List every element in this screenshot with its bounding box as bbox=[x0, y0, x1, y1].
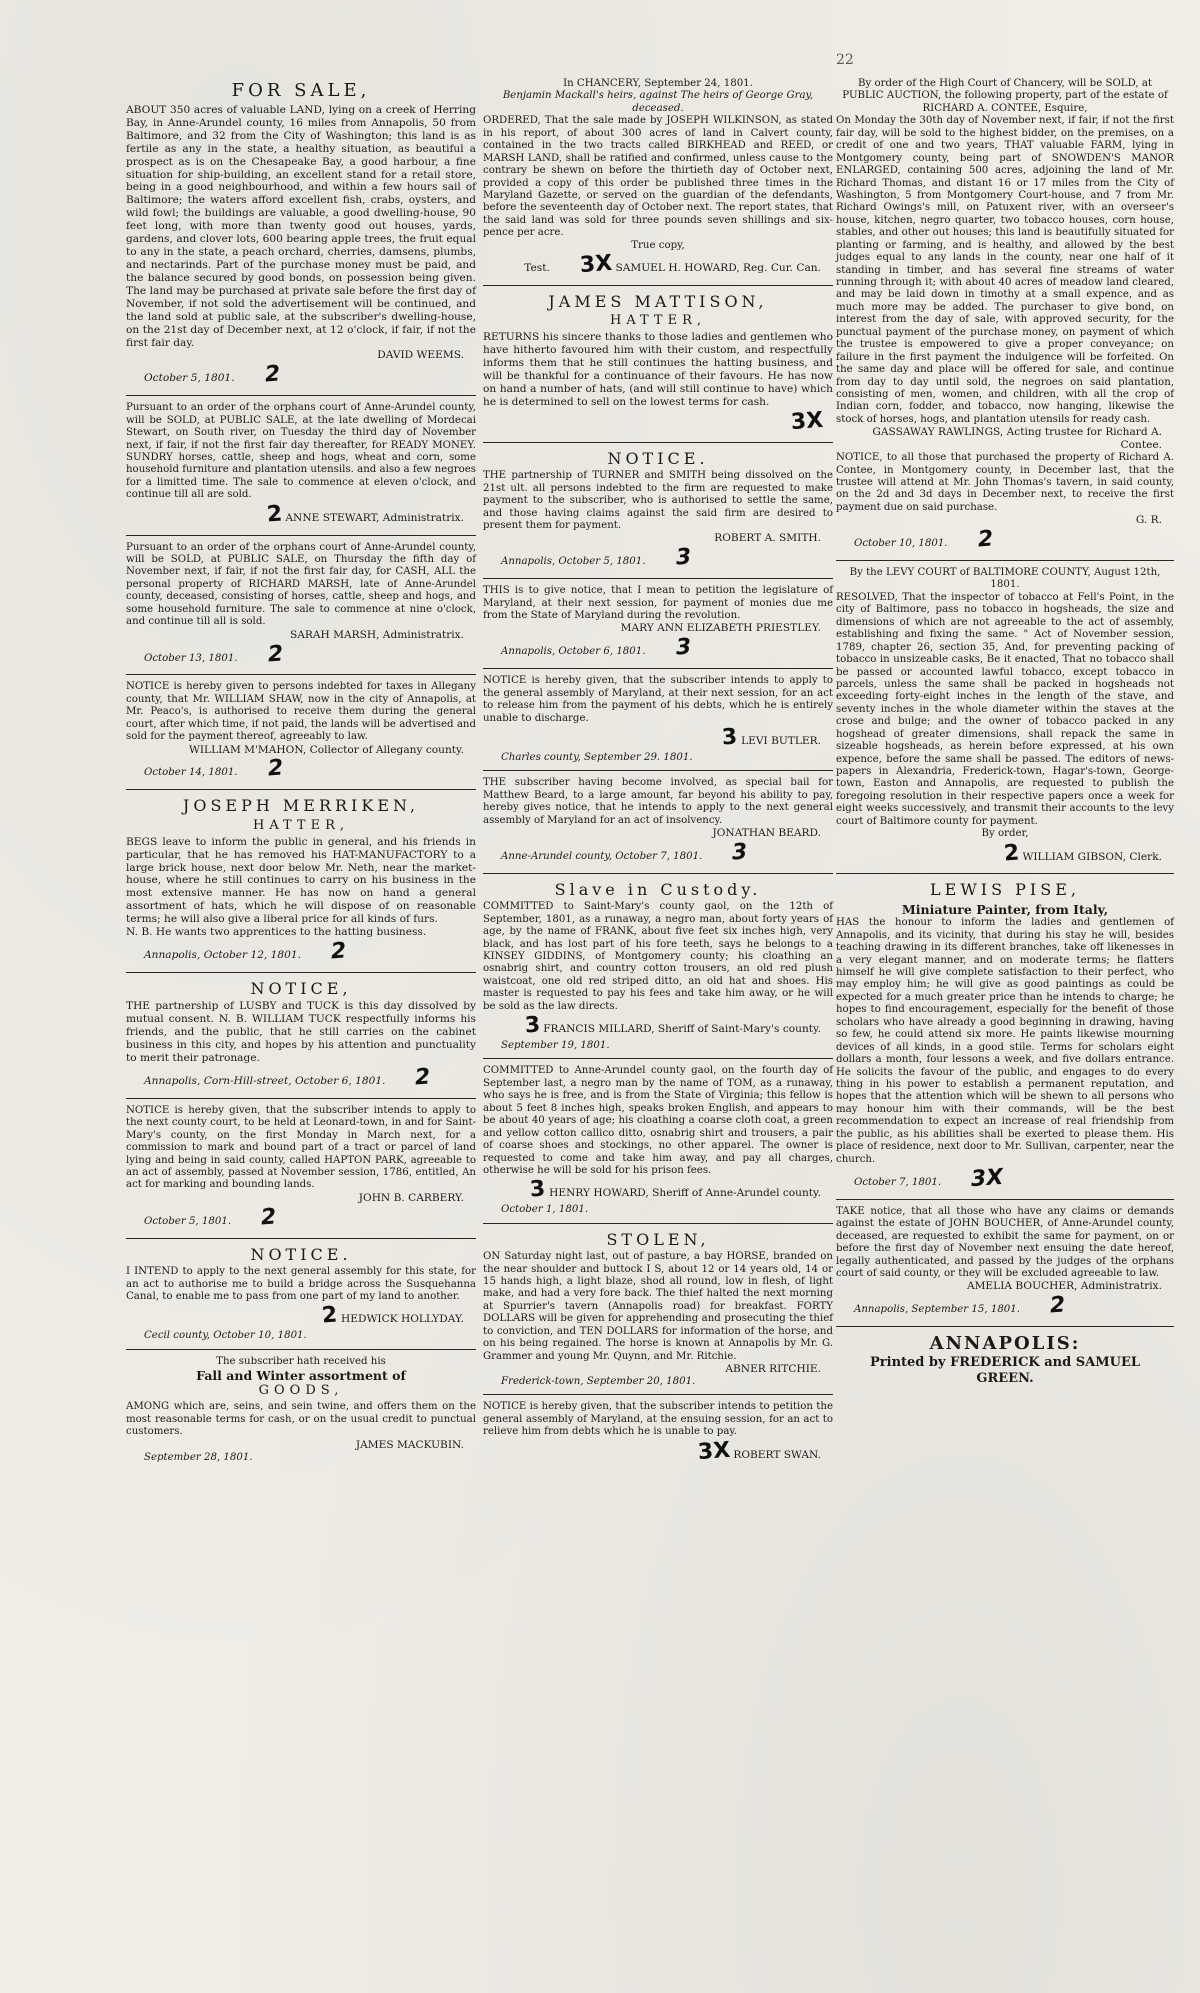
ad-chancery bbox=[483, 78, 833, 286]
ad-notice: NOTICE, to all those that purchased the property of Richard A. Contee, in Montgomery county, in December last, that the trustee will attend at Mr. John Thomas's tavern, in said county, on the 2d and 3d days in December next, to receive the first payment due on said purchase. bbox=[836, 452, 1174, 513]
ad-signature: AMELIA BOUCHER, Administratrix. bbox=[966, 1280, 1162, 1293]
ad-body: THE partnership of TURNER and SMITH being dissolved on the 21st ult. all persons indebted to the firm are requested to make payment to the subscriber, who is authorised to settle the same, and those having claims against the said firm are desired to present them for payment. bbox=[483, 470, 833, 531]
ad-body: ABOUT 350 acres of valuable LAND, lying on a creek of Herring Bay, in Anne-Arundel county, 16 miles from Annapolis, 50 from Baltimore, and 32 from the City of Washington; this land is as fertile as any in the state, a healthy situation, as beautiful a prospect as is on the Chesapeake Bay, a good harbour, a fine situation for ship-building, an excellent stand for a retail store, being in a good neighbourhood, and within a few hours sail of Baltimore; the waters afford excellent fish, crabs, oysters, and wild fowl; the buildings are valuable, a good dwelling-house, 90 feet long, with more than twenty good out houses, yards, gardens, and clover lots, 600 bearing apple trees, the fruit equal to any in the state, a peach orchard, cherries, damsens, plumbs, and nectarinds. Part of the purchase money must be paid, and the balance secured by good bonds, on possession being given. The land may be purchased at private sale before the first day of November, if not sold the advertisement will be continued, and the land sold at public sale, at the subscriber's dwelling-house, on the 21st day of December next, at 12 o'clock, if fair, if not the first fair day. bbox=[126, 103, 476, 349]
ad-date: Charles county, September 29. 1801. bbox=[501, 751, 693, 763]
handwritten-mark: 3X bbox=[578, 251, 613, 279]
handwritten-mark: 2 bbox=[263, 361, 281, 388]
ad-date: Annapolis, Corn-Hill-street, October 6, 1801. 2 bbox=[144, 1064, 432, 1091]
ad-body: THE subscriber having become involved, as special bail for Matthew Beard, to a large amount, far beyond his ability to pay, hereby gives notice, that he intends to apply to the next general assembly of Maryland for an act of insolvency. bbox=[483, 777, 833, 826]
handwritten-mark: 3X bbox=[696, 1437, 731, 1465]
ad-heading: In CHANCERY, September 24, 1801. bbox=[563, 78, 753, 89]
ad-heading: NOTICE. bbox=[607, 448, 709, 468]
ad-subheading: HATTER, bbox=[252, 817, 349, 833]
ad-marsh-sale bbox=[126, 542, 476, 676]
ad-heading: Slave in Custody. bbox=[554, 879, 762, 899]
ad-date: Annapolis, October 6, 1801. 3 bbox=[501, 634, 692, 661]
ad-levi-butler bbox=[483, 675, 833, 771]
handwritten-mark: 2 bbox=[330, 938, 348, 965]
ad-body: HAS the honour to inform the ladies and gentlemen of Annapolis, and its vicinity, that during his stay he will, besides teaching drawing in its different branches, take off likenesses in a very elegant manner, and on moderate terms; he flatters himself he will give complete satisfaction to their perfect, who may employ him; he will give as good paintings as could be expected for a much greater price than he intends to charge; he hopes to find encouragement, especially for the benefit of those scholars who have already a good beginning in drawing, having so few, he could attend six more. He paints likewise mourning devices of all kinds, in a good stile. Terms for scholars eight dollars a month, four lessons a week, and five dollars entrance. He solicits the favour of the public, and engages to do every thing in his power to establish a permanent reputation, and hopes that the attention which will be shewn to all persons who may honour him with their commands, will be the best recommendation to expect an increase of real friendship from the public, as his abilities shall be exerted to please them. His place of residence, next door to Mr. Sullivan, carpenter, near the church. bbox=[836, 917, 1174, 1165]
handwritten-mark: 3 bbox=[529, 1176, 547, 1203]
ad-signature: 2 WILLIAM GIBSON, Clerk. bbox=[1002, 840, 1162, 867]
ad-date: October 7, 1801. 3X bbox=[854, 1164, 1005, 1193]
ad-heading: JOSEPH MERRIKEN, bbox=[182, 796, 420, 816]
ad-body: RESOLVED, That the inspector of tobacco at Fell's Point, in the city of Baltimore, pass no tobacco in hogsheads, the size and dimensions of which are not agreeable to the act of assembly, establishing and fixing the same. " Act of November session, 1789, chapter 26, section 35, And, for preventing packing of tobacco in unsizeable casks, Be it enacted, That no tobacco shall be passed or accounted lawful tobacco, except tobacco in parcels, unless the same shall be packed in hogsheads not exceeding forty-eight inches in the length of the stave, and seventy inches in the whole diameter within the staves at the crose and bulge; and the owner of tobacco packed in any hogshead of greater dimensions, shall repack the same in sizeable hogsheads, as herein before expressed, at his own expence, before the same shall be passed. The editors of news-papers in Alexandria, Frederick-town, Hagar's-town, George-town, Easton and Annapolis, are requested to publish the foregoing resolution in their respective papers once a week for eight weeks successively, and transmit their accounts to the levy court of Baltimore county for payment. bbox=[836, 591, 1174, 827]
ad-date: September 19, 1801. bbox=[501, 1040, 610, 1051]
handwritten-mark: 2 bbox=[266, 641, 284, 668]
ad-body: COMMITTED to Anne-Arundel county gaol, on the fourth day of September last, a negro man by the name of TOM, as a runaway, who says he is free, and is from the State of Virginia; this fellow is about 5 feet 8 inches high, speaks broken English, and appears to be about 40 years of age; his cloathing a coarse cloth coat, a green and yellow cotton callico ditto, osnabrig shirt and trousers, a pair of coarse shoes and stockings, no other apparel. The owner is requested to come and take him away, and pay all charges, otherwise he will be sold for his prison fees. bbox=[483, 1065, 833, 1176]
ad-notice-signature: G. R. bbox=[1135, 514, 1162, 527]
ad-note: N. B. He wants two apprentices to the hatting business. bbox=[126, 926, 427, 939]
ad-intro: By the LEVY COURT of BALTIMORE COUNTY, August 12th, 1801. bbox=[849, 567, 1161, 591]
ad-hollyday bbox=[126, 1245, 476, 1350]
handwritten-mark: 3X bbox=[970, 1164, 1005, 1193]
ad-heading: NOTICE. bbox=[250, 1244, 352, 1264]
ad-body: NOTICE is hereby given, that the subscriber intends to apply to the next county court, to be held at Leonard-town, in and for Saint-Mary's county, on the first Monday in March next, for a commission to mark and bound part of a tract or parcel of land lying and being in said county, called HAPTON PARK, agreeable to an act of assembly, passed at November session, 1786, entitled, An act for marking and bounding lands. bbox=[126, 1104, 476, 1191]
ad-signature: 3X ROBERT SWAN. bbox=[696, 1437, 821, 1465]
handwritten-mark: 2 bbox=[976, 526, 994, 553]
ad-signature: 2 HEDWICK HOLLYDAY. bbox=[321, 1302, 464, 1329]
ad-body: TAKE notice, that all those who have any claims or demands against the estate of JOHN BOUCHER, of Anne-Arundel county, deceased, are requested to exhibit the same for payment, on or before the first day of November next ensuing the date hereof, legally authenticated, and passed by the judges of the orphans court of said county, or they will be excluded agreeable to law. bbox=[836, 1205, 1174, 1280]
handwritten-mark: 3 bbox=[731, 839, 749, 866]
ad-date: Anne-Arundel county, October 7, 1801. 3 bbox=[501, 839, 749, 866]
ad-signature: SARAH MARSH, Administratrix. bbox=[289, 628, 464, 641]
column-3 bbox=[836, 78, 1174, 1387]
handwritten-mark: 3 bbox=[674, 634, 692, 661]
ad-body: THE partnership of LUSBY and TUCK is this day dissolved by mutual consent. N. B. WILLIAM TUCK respectfully informs his friends, and the public, that he still carries on the cabinet business in this city, and hopes by his attention and punctuality to merit their patronage. bbox=[126, 1000, 476, 1065]
ad-heading: STOLEN, bbox=[606, 1229, 710, 1249]
handwritten-mark: 2 bbox=[265, 501, 283, 528]
ad-signature: 2 ANNE STEWART, Administratrix. bbox=[265, 501, 464, 528]
ad-subheading: GOODS, bbox=[258, 1383, 344, 1399]
ad-carbery bbox=[126, 1105, 476, 1239]
ad-intro: The subscriber hath received his bbox=[216, 1355, 386, 1367]
ad-body: RETURNS his sincere thanks to those ladies and gentlemen who have hitherto favoured him with their custom, and respectfully informs them that he still continues the hatting business, and will be thankful for a continuance of their favours. He has now on hand a number of hats, (and will still continue to have) which he is determined to sell on the lowest terms for cash. bbox=[483, 331, 833, 408]
handwritten-mark: 3 bbox=[721, 724, 739, 751]
ad-signature: ROBERT A. SMITH. bbox=[714, 532, 821, 545]
ad-heading: FOR SALE, bbox=[231, 80, 371, 101]
ad-committed-tom bbox=[483, 1065, 833, 1223]
ad-signature: DAVID WEEMS. bbox=[377, 349, 464, 362]
imprint-printer-name: GREEN. bbox=[976, 1371, 1034, 1387]
ad-chancery-auction bbox=[836, 78, 1174, 561]
ad-signature: WILLIAM M'MAHON, Collector of Allegany county. bbox=[188, 743, 464, 756]
ad-jonathan-beard bbox=[483, 777, 833, 874]
ad-body: THIS is to give notice, that I mean to petition the legislature of Maryland, at their next session, for payment of monies due me from the State of Maryland during the revolution. bbox=[483, 585, 833, 622]
handwritten-mark: 2 bbox=[260, 1204, 278, 1231]
ad-signature: Test. 3X SAMUEL H. HOWARD, Reg. Cur. Can. bbox=[524, 251, 821, 279]
ad-body: I INTEND to apply to the next general assembly for this state, for an act to authorise me to build a bridge across the Susquehanna Canal, to enable me to pass from one part of my land to another. bbox=[126, 1266, 476, 1303]
imprint bbox=[836, 1333, 1174, 1387]
ad-body: BEGS leave to inform the public in general, and his friends in particular, that he has removed his HAT-MANUFACTORY to a large brick house, next door below Mr. Neth, near the market-house, where he still continues to carry on his business in the most extensive manner. He has now on hand a general assortment of hats, which he will dispose of on reasonable terms; he will also give a liberal price for all kinds of furs. bbox=[126, 835, 476, 926]
handwritten-mark: 2 bbox=[321, 1302, 339, 1329]
ad-date: October 5, 1801. 2 bbox=[144, 1204, 278, 1231]
column-2 bbox=[483, 78, 833, 1478]
imprint-title: ANNAPOLIS: bbox=[929, 1333, 1081, 1355]
ad-date: Annapolis, September 15, 1801. 2 bbox=[854, 1292, 1067, 1319]
ad-byorder: By order, bbox=[981, 828, 1029, 840]
ad-date: Frederick-town, September 20, 1801. bbox=[501, 1376, 696, 1388]
ad-stewart-sale bbox=[126, 402, 476, 535]
ad-date: Annapolis, October 5, 1801. 3 bbox=[501, 544, 692, 571]
ad-date: Annapolis, October 12, 1801. 2 bbox=[144, 938, 348, 965]
handwritten-mark: 3X bbox=[789, 407, 824, 435]
ad-date: October 13, 1801. 2 bbox=[144, 641, 284, 668]
ad-robert-swan bbox=[483, 1401, 833, 1471]
ad-heading: LEWIS PISE, bbox=[930, 880, 1080, 900]
ad-body: NOTICE is hereby given, that the subscriber intends to apply to the general assembly of Maryland, at their next session, for an act to release him from the payment of his debts, which he is entirely unable to discharge. bbox=[483, 675, 833, 724]
ad-date: October 14, 1801. 2 bbox=[144, 755, 284, 782]
ad-subheading: HATTER, bbox=[609, 313, 706, 329]
handwritten-mark: 2 bbox=[414, 1064, 432, 1091]
ad-signature: JAMES MACKUBIN. bbox=[355, 1438, 464, 1451]
handwritten-mark: 2 bbox=[1049, 1292, 1067, 1319]
ad-joseph-merriken bbox=[126, 796, 476, 973]
ad-signature: 3 HENRY HOWARD, Sheriff of Anne-Arundel county. bbox=[529, 1176, 821, 1203]
ad-intro: By order of the High Court of Chancery, will be SOLD, at PUBLIC AUCTION, the following property, part of the estate of RICHARD A. CONTEE, Esquire, bbox=[842, 78, 1168, 114]
ad-date: October 10, 1801. 2 bbox=[854, 526, 994, 553]
ad-body: COMMITTED to Saint-Mary's county gaol, on the 12th of September, 1801, as a runaway, a negro man, about forty years of age, by the name of FRANK, about five feet six inches high, very black, and has lost part of his fore teeth, says he belongs to a KINSEY GIDDINS, of Montgomery county; his cloathing an osnabrig shirt, and country cotton trousers, an old red plush waistcoat, one old red striped ditto, an old hat and shoes. His master is requested to pay his fees and take him away, or he will be sold as the law directs. bbox=[483, 901, 833, 1012]
ad-mark-line bbox=[483, 409, 833, 436]
ad-date: Cecil county, October 10, 1801. bbox=[144, 1330, 307, 1342]
ad-heading: JAMES MATTISON, bbox=[548, 291, 768, 311]
ad-body: AMONG which are, seins, and sein twine, and offers them on the most reasonable terms for cash, or on the usual credit to punctual customers. bbox=[126, 1401, 476, 1438]
ad-heading: NOTICE, bbox=[250, 978, 352, 998]
ad-body: Pursuant to an order of the orphans court of Anne-Arundel county, will be SOLD, at PUBLIC SALE, at the late dwelling of Mordecai Stewart, on South river, on Tuesday the third day of November next, if fair, if not the first fair day thereafter, for READY MONEY. SUNDRY horses, cattle, sheep and hogs, wheat and corn, some household furniture and plantation utensils. and also a few negroes for a limitted time. The sale to commence at eleven o'clock, and continue till all are sold. bbox=[126, 402, 476, 501]
ad-date: October 5, 1801. 2 bbox=[144, 361, 281, 388]
ad-slave-custody bbox=[483, 880, 833, 1060]
ad-allegany-taxes bbox=[126, 681, 476, 790]
ad-body: On Monday the 30th day of November next, if fair, if not the first fair day, will be sold to the highest bidder, on the premises, on a credit of one and two years, THAT valuable FARM, lying in Montgomery county, being part of SNOWDEN'S MANOR ENLARGED, containing 500 acres, adjoining the land of Mr. Richard Thomas, and distant 16 or 17 miles from the City of Washington, 5 from Montgomery Court-house, and 7 from Mr. Richard Owings's mill, on Patuxent river, with an overseer's house, kitchen, negro quarter, two tobacco houses, corn house, stables, and other out houses; this land is beautifully situated for planting or farming, and is healthy, and allowed by the best judges equal to any lands in the county, near one half of it standing in timber, and has several fine streams of water running through it; with about 40 acres of meadow land cleared, and may be laid down in timothy at a small expence, and as much more may be added. The purchaser to give bond, on interest from the day of sale, with approved security, for the punctual payment of the purchase money, on payment of which the trustee is empowered to give a proper conveyance; on failure in the first payment the indulgence will be forfeited. On the same day and place will be offered for sale, and continue from day to day until sold, the negroes on said plantation, consisting of men, women, and children, with all the crop of Indian corn, fodder, and tobacco, now hanging, likewise the stock of horses, hogs, and plantation utensils for ready cash. bbox=[836, 115, 1174, 425]
ad-body: ON Saturday night last, out of pasture, a bay HORSE, branded on the near shoulder and buttock I S, about 12 or 14 years old, 14 or 15 hands high, a light blaze, shod all round, low in flesh, of light make, and had a very fore back. The thief halted the next morning at Spurrier's tavern (Annapolis road) for breakfast. FORTY DOLLARS will be given for apprehending and prosecuting the thief to conviction, and TEN DOLLARS for information of the horse, and on his being regained. The horse is known at Annapolis by Mr. G. Grammer and young Mr. Quynn, and Mr. Ritchie. bbox=[483, 1251, 833, 1362]
ad-body: NOTICE is hereby given, that the subscriber intends to petition the general assembly of Maryland, at the ensuing session, for an act to relieve him from debts which he is unable to pay. bbox=[483, 1401, 833, 1438]
ad-for-sale-land bbox=[126, 80, 476, 396]
ad-james-mattison bbox=[483, 292, 833, 443]
ad-heading: Fall and Winter assortment of bbox=[196, 1368, 406, 1384]
ad-signature: MARY ANN ELIZABETH PRIESTLEY. bbox=[620, 622, 821, 635]
handwritten-mark: 2 bbox=[266, 755, 284, 782]
ad-truecopy: True copy, bbox=[631, 239, 685, 251]
ad-date: September 28, 1801. bbox=[144, 1451, 253, 1463]
ad-lusby-tuck bbox=[126, 979, 476, 1099]
ad-signature: JONATHAN BEARD. bbox=[712, 826, 821, 839]
handwritten-mark: 2 bbox=[1002, 840, 1020, 867]
ad-body: ORDERED, That the sale made by JOSEPH WILKINSON, as stated in his report, of about 300 acres of land in Calvert county, contained in the two tracts called BIRKHEAD and REED, or MARSH LAND, shall be ratified and confirmed, unless cause to the contrary be shewn on before the thirtieth day of October next, provided a copy of this order be published three times in the Maryland Gazette, or served on the guardian of the defendants, before the seventeenth day of October next. The report states, that the said land was sold for three pounds seven shillings and six-pence per acre. bbox=[483, 115, 833, 239]
ad-subheading: Miniature Painter, from Italy, bbox=[901, 902, 1109, 917]
ad-turner-smith bbox=[483, 449, 833, 579]
handwritten-mark: 3 bbox=[523, 1012, 541, 1039]
ad-signature: 3 FRANCIS MILLARD, Sheriff of Saint-Mary's county. bbox=[523, 1012, 821, 1039]
imprint-printer: Printed by FREDERICK and SAMUEL bbox=[870, 1355, 1140, 1371]
ad-body: NOTICE is hereby given to persons indebted for taxes in Allegany county, that Mr. WILLIAM SHAW, now in the city of Annapolis, at Mr. Peaco's, is authorised to receive them during the general court, after which time, if not paid, the lands will be advertised and sold for the payment thereof, agreeably to law. bbox=[126, 681, 476, 743]
ad-signature: GASSAWAY RAWLINGS, Acting trustee for Richard A. Contee. bbox=[872, 426, 1162, 452]
handwritten-mark: 3 bbox=[674, 544, 692, 571]
ad-boucher bbox=[836, 1206, 1174, 1327]
ad-date: October 1, 1801. bbox=[501, 1204, 589, 1216]
ad-mackubin bbox=[126, 1356, 476, 1470]
ad-signature: JOHN B. CARBERY. bbox=[358, 1191, 464, 1204]
ad-signature: ABNER RITCHIE. bbox=[725, 1363, 821, 1376]
column-1 bbox=[126, 78, 476, 1476]
ad-parties: Benjamin Mackall's heirs, against The heirs of George Gray, deceased. bbox=[502, 90, 814, 114]
page-number: 22 bbox=[836, 52, 854, 68]
ad-signature: 3 LEVI BUTLER. bbox=[721, 724, 821, 751]
ad-priestley bbox=[483, 585, 833, 669]
ad-lewis-pise bbox=[836, 880, 1174, 1199]
ad-body: Pursuant to an order of the orphans court of Anne-Arundel county, will be SOLD, at PUBLIC SALE, on Thursday the fifth day of November next, if fair, if not the first fair day, for CASH, ALL the personal property of RICHARD MARSH, late of Anne-Arundel county, deceased, consisting of horses, cattle, sheep and hogs, and some household furniture. The sale to commence at nine o'clock, and continue till all is sold. bbox=[126, 541, 476, 628]
ad-levy-court bbox=[836, 567, 1174, 874]
ad-stolen-horse bbox=[483, 1230, 833, 1396]
